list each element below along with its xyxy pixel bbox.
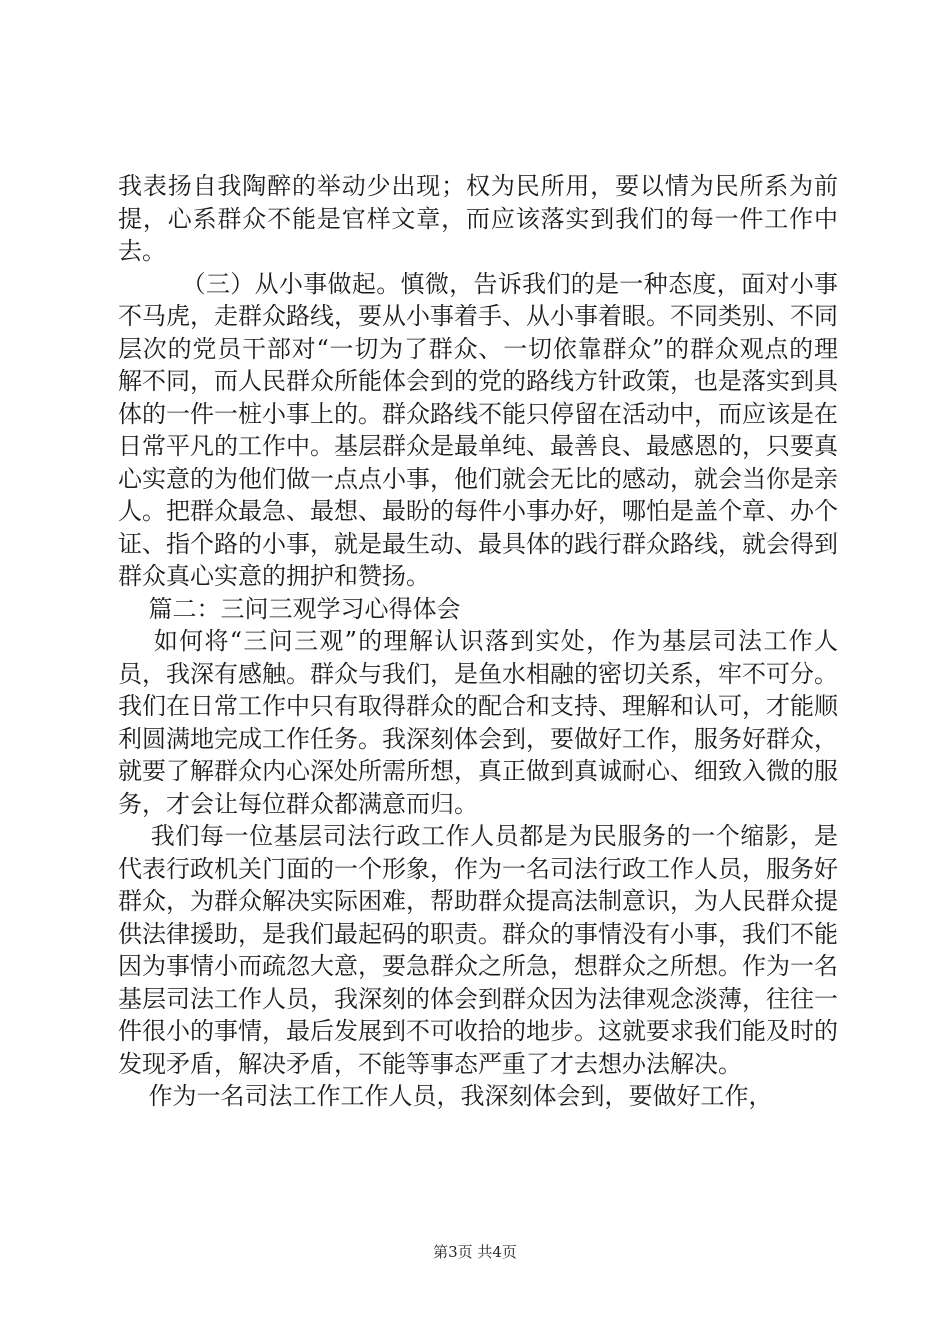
document-body <box>118 170 838 1113</box>
paragraph-continuation: 我表扬自我陶醉的举动少出现；权为民所用，要以情为民所系为前提，心系群众不能是官样文章，而应该落实到我们的每一件工作中去。 <box>118 172 838 265</box>
paragraph-section-three: （三）从小事做起。慎微，告诉我们的是一种态度，面对小事不马虎，走群众路线，要从小事着手、从小事着眼。不同类别、不同层次的党员干部对“一切为了群众、一切依靠群众”的群众观点的理解不同，而人民群众所能体会到的党的路线方针政策，也是落实到具体的一件一桩小事上的。群众路线不能只停留在活动中，而应该是在日常平凡的工作中。基层群众是最单纯、最善良、最感恩的，只要真心实意的为他们做一点点小事，他们就会无比的感动，就会当你是亲人。把群众最急、最想、最盼的每件小事办好，哪怕是盖个章、办个证、指个路的小事，就是最生动、最具体的践行群众路线，就会得到群众真心实意的拥护和赞扬。 <box>118 269 839 590</box>
paragraph-part-two-body: 我们每一位基层司法行政工作人员都是为民服务的一个缩影，是代表行政机关门面的一个形象，作为一名司法行政工作人员，服务好群众，为群众解决实际困难，帮助群众提高法制意识，为人民群众提供法律援助，是我们最起码的职责。群众的事情没有小事，我们不能因为事情小而疏忽大意，要急群众之所急，想群众之所想。作为一名基层司法工作人员，我深刻的体会到群众因为法律观念淡薄，往往一件很小的事情，最后发展到不可收拾的地步。这就要求我们能及时的发现矛盾，解决矛盾，不能等事态严重了才去想办法解决。 <box>118 822 839 1078</box>
paragraph-heading-part-two: 篇二：三问三观学习心得体会 <box>118 594 461 623</box>
paragraph-part-two-last: 作为一名司法工作工作人员，我深刻体会到，要做好工作， <box>118 1082 773 1110</box>
page-number-footer: 第3页 共4页 <box>433 1243 517 1261</box>
paragraph-part-two-intro: 如何将“三问三观”的理解认识落到实处，作为基层司法工作人员，我深有感触。群众与我们，是鱼水相融的密切关系，牢不可分。我们在日常工作中只有取得群众的配合和支持、理解和认可，才能顺利圆满地完成工作任务。我深刻体会到，要做好工作，服务好群众，就要了解群众内心深处所需所想，真正做到真诚耐心、细致入微的服务，才会让每位群众都满意而归。 <box>118 627 839 818</box>
